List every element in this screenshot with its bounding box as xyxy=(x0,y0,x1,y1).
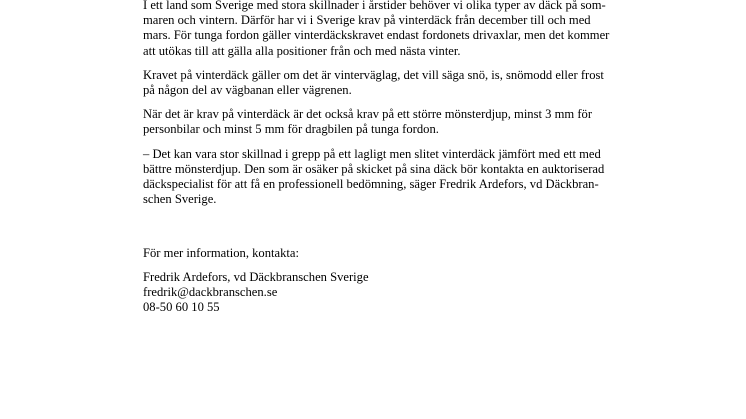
contact-block xyxy=(143,270,663,316)
paragraph-quote xyxy=(143,147,663,208)
text-line: personbilar och minst 5 mm för dragbilen på tunga fordon. xyxy=(143,122,439,137)
text-line: Kravet på vinterdäck gäller om det är vinterväglag, det vill säga snö, is, snömodd eller frost xyxy=(143,67,604,82)
text-line: mars. För tunga fordon gäller vinterdäckskravet endast fordonets drivaxlar, men det kommer xyxy=(143,28,610,43)
paragraph-winter-road-conditions xyxy=(143,68,663,98)
text-line: att utökas till att gälla alla positioner från och med nästa vinter. xyxy=(143,43,461,58)
contact-name-title: Fredrik Ardefors, vd Däckbranschen Sverige xyxy=(143,269,369,284)
paragraph-tread-depth xyxy=(143,107,663,137)
text-line: bättre mönsterdjup. Den som är osäker på skicket på sina däck bör kontakta en auktoriserad xyxy=(143,161,605,176)
contact-heading: För mer information, kontakta: xyxy=(143,246,299,261)
paragraph-winter-tires-requirement xyxy=(143,0,663,59)
spacer xyxy=(143,216,663,246)
contact-phone: 08-50 60 10 55 xyxy=(143,300,220,315)
text-line: schen Sverige. xyxy=(143,192,217,207)
text-line: däckspecialist för att få en professionell bedömning, säger Fredrik Ardefors, vd Däckbran- xyxy=(143,177,599,192)
spacer xyxy=(143,262,663,270)
text-line: på någon del av vägbanan eller vägrenen. xyxy=(143,83,352,98)
text-line: maren och vintern. Därför har vi i Sverige krav på vinterdäck från december till och med xyxy=(143,13,591,28)
text-line: När det är krav på vinterdäck är det också krav på ett större mönsterdjup, minst 3 mm för xyxy=(143,107,593,122)
text-line: I ett land som Sverige med stora skillnader i årstider behöver vi olika typer av däck på som- xyxy=(143,0,606,12)
press-release-body xyxy=(143,0,663,315)
contact-email[interactable]: fredrik@dackbranschen.se xyxy=(143,284,278,299)
text-line: – Det kan vara stor skillnad i grepp på ett lagligt men slitet vinterdäck jämfört med ett med xyxy=(143,146,601,161)
